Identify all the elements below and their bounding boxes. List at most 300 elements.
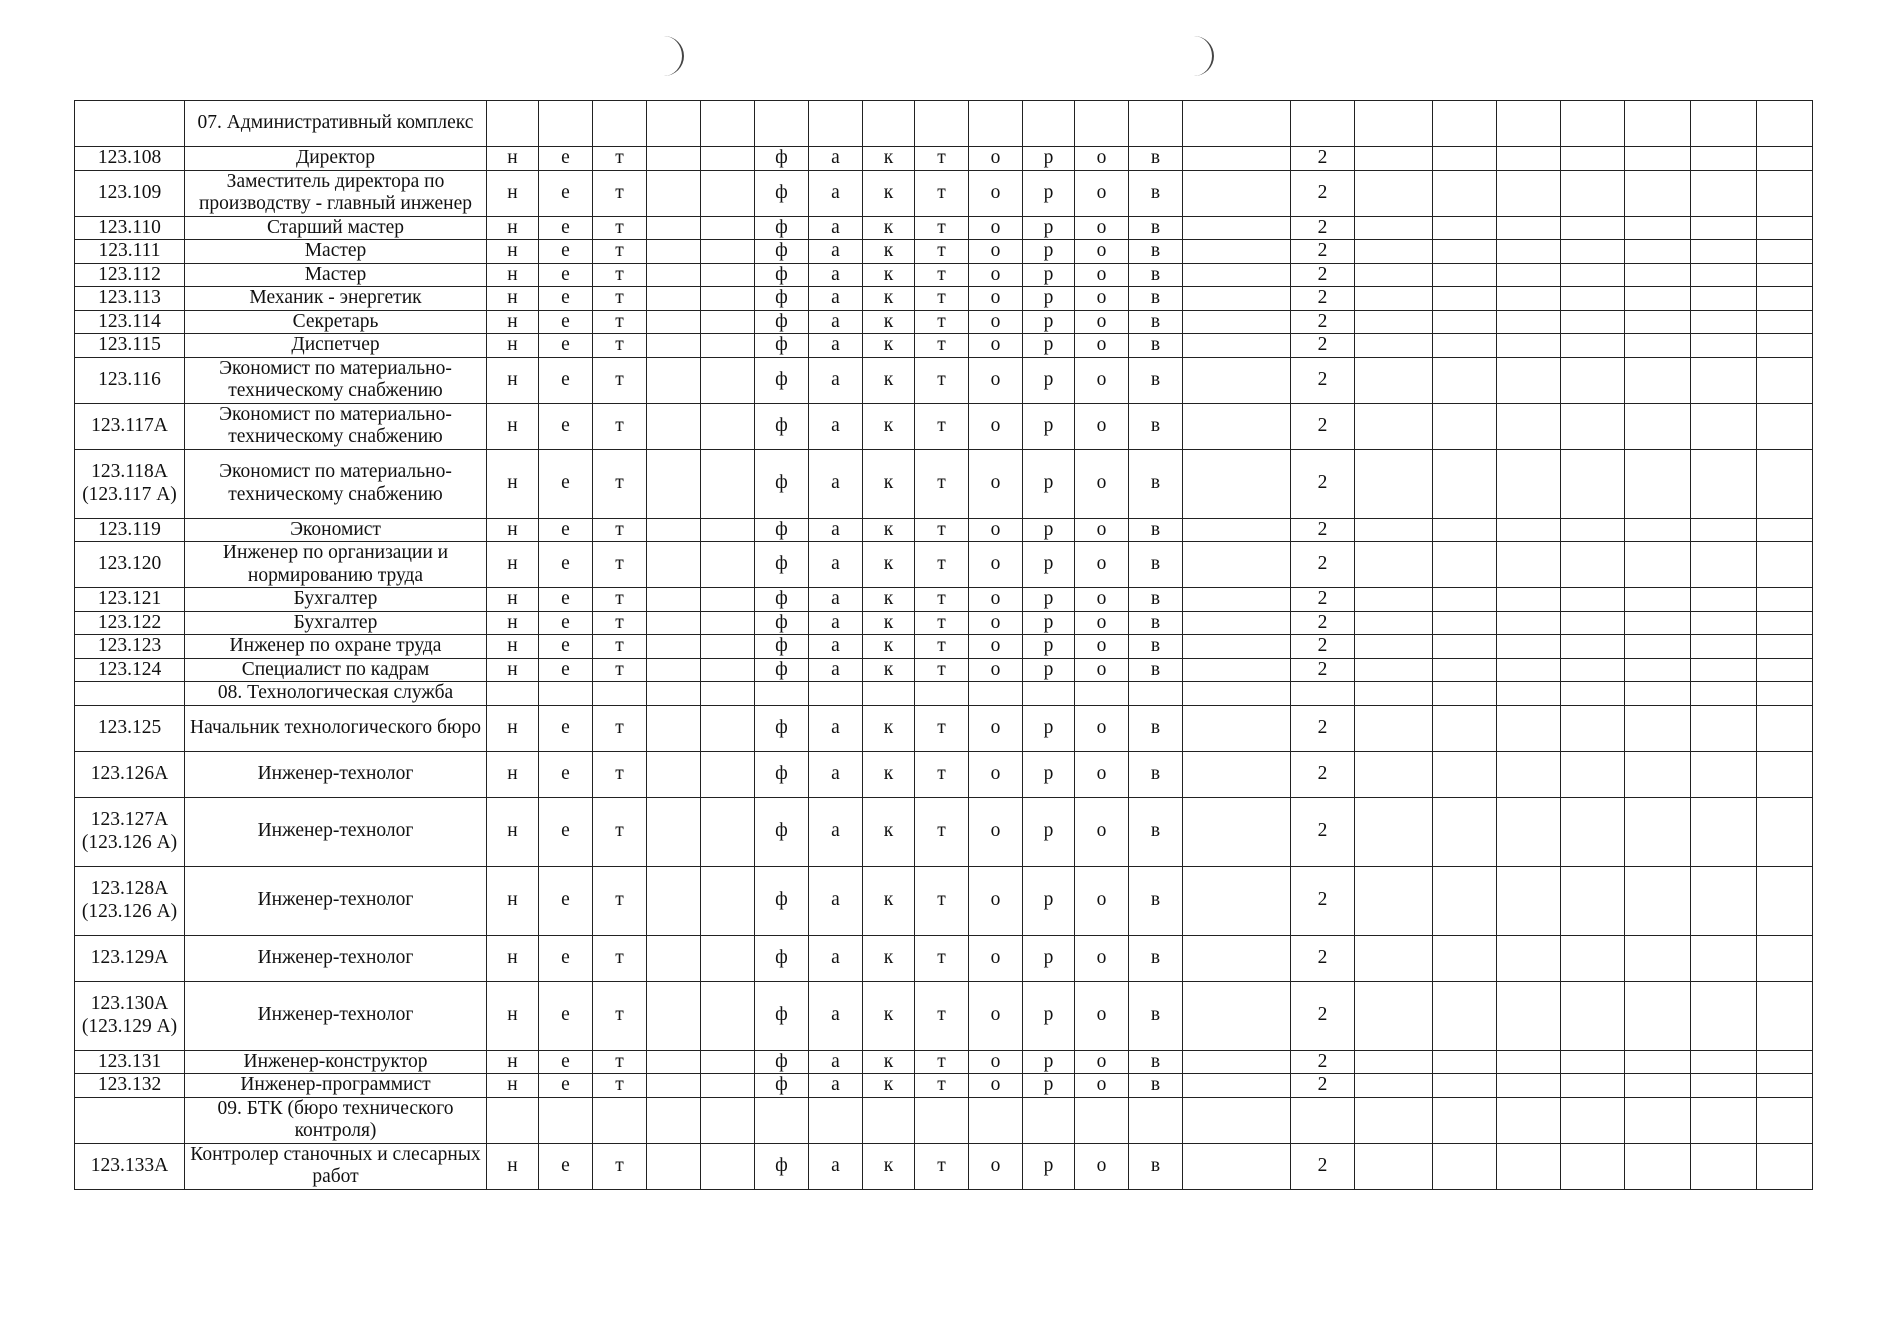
empty-cell	[1691, 334, 1757, 358]
marker-letter: о	[969, 310, 1023, 334]
empty-cell	[1075, 682, 1129, 706]
marker-letter: т	[593, 1143, 647, 1189]
marker-letter: о	[1075, 1050, 1129, 1074]
empty-cell	[1691, 635, 1757, 659]
empty-cell	[1433, 403, 1497, 449]
empty-cell	[1561, 518, 1625, 542]
empty-cell	[1183, 1143, 1291, 1189]
empty-cell	[1497, 147, 1561, 171]
marker-letter: е	[539, 635, 593, 659]
empty-cell	[1355, 705, 1433, 751]
marker-letter: о	[1075, 403, 1129, 449]
marker-letter: т	[915, 797, 969, 866]
empty-cell	[647, 981, 701, 1050]
empty-cell	[1355, 263, 1433, 287]
marker-letter: ф	[755, 403, 809, 449]
workplace-assessment-table	[74, 100, 1813, 1190]
empty-cell	[1355, 1074, 1433, 1098]
empty-cell	[969, 682, 1023, 706]
marker-letter: т	[593, 935, 647, 981]
marker-letter: ф	[755, 635, 809, 659]
empty-cell	[1497, 518, 1561, 542]
empty-cell	[1433, 588, 1497, 612]
empty-cell	[1625, 658, 1691, 682]
marker-letter: в	[1129, 403, 1183, 449]
job-title: Инженер-технолог	[185, 797, 487, 866]
marker-letter: т	[915, 357, 969, 403]
empty-cell	[1291, 101, 1355, 147]
empty-cell	[647, 334, 701, 358]
empty-cell	[1497, 310, 1561, 334]
empty-cell	[1691, 357, 1757, 403]
marker-letter: н	[487, 981, 539, 1050]
empty-cell	[1355, 240, 1433, 264]
marker-letter: а	[809, 449, 863, 518]
marker-letter: р	[1023, 635, 1075, 659]
marker-letter: а	[809, 216, 863, 240]
empty-cell	[701, 682, 755, 706]
empty-cell	[1355, 310, 1433, 334]
empty-cell	[1625, 635, 1691, 659]
empty-cell	[1757, 866, 1813, 935]
empty-cell	[1497, 682, 1561, 706]
marker-letter: т	[593, 1074, 647, 1098]
empty-cell	[1625, 751, 1691, 797]
empty-cell	[647, 518, 701, 542]
empty-cell	[755, 1097, 809, 1143]
marker-letter: о	[1075, 611, 1129, 635]
empty-cell	[1691, 170, 1757, 216]
marker-letter: е	[539, 310, 593, 334]
empty-cell	[1433, 240, 1497, 264]
empty-cell	[1497, 449, 1561, 518]
empty-cell	[647, 866, 701, 935]
empty-cell	[1561, 542, 1625, 588]
marker-letter: в	[1129, 1074, 1183, 1098]
job-title: Инженер-технолог	[185, 751, 487, 797]
marker-letter: о	[1075, 542, 1129, 588]
marker-letter: н	[487, 751, 539, 797]
table-row	[75, 263, 1813, 287]
empty-cell	[1183, 1097, 1291, 1143]
job-title: Механик - энергетик	[185, 287, 487, 311]
empty-cell	[1433, 334, 1497, 358]
empty-cell	[701, 147, 755, 171]
marker-letter: а	[809, 542, 863, 588]
empty-cell	[1561, 101, 1625, 147]
empty-cell	[1433, 935, 1497, 981]
empty-cell	[1497, 635, 1561, 659]
marker-letter: р	[1023, 935, 1075, 981]
marker-letter: н	[487, 449, 539, 518]
empty-cell	[1691, 101, 1757, 147]
marker-letter: р	[1023, 658, 1075, 682]
empty-cell	[1433, 981, 1497, 1050]
marker-letter: о	[1075, 751, 1129, 797]
row-code: 123.123	[75, 635, 185, 659]
empty-cell	[701, 935, 755, 981]
empty-cell	[1355, 866, 1433, 935]
marker-letter: к	[863, 310, 915, 334]
marker-letter: к	[863, 635, 915, 659]
marker-letter: т	[593, 170, 647, 216]
empty-cell	[1757, 1143, 1813, 1189]
table-row	[75, 658, 1813, 682]
empty-cell	[1757, 310, 1813, 334]
marker-letter: к	[863, 705, 915, 751]
marker-letter: а	[809, 611, 863, 635]
marker-letter: т	[593, 334, 647, 358]
job-title: Инженер-технолог	[185, 935, 487, 981]
marker-letter: о	[969, 635, 1023, 659]
marker-letter: о	[1075, 1143, 1129, 1189]
marker-letter: о	[1075, 147, 1129, 171]
empty-cell	[1691, 449, 1757, 518]
class-value: 2	[1291, 588, 1355, 612]
marker-letter: т	[915, 1074, 969, 1098]
empty-cell	[1183, 935, 1291, 981]
empty-cell	[647, 216, 701, 240]
marker-letter: т	[915, 518, 969, 542]
class-value: 2	[1291, 797, 1355, 866]
marker-letter: а	[809, 240, 863, 264]
class-value: 2	[1291, 310, 1355, 334]
empty-cell	[1691, 866, 1757, 935]
empty-cell	[1183, 240, 1291, 264]
empty-cell	[1183, 542, 1291, 588]
empty-cell	[1757, 216, 1813, 240]
table-row	[75, 705, 1813, 751]
row-code: 123.114	[75, 310, 185, 334]
marker-letter: а	[809, 1050, 863, 1074]
empty-cell	[1757, 240, 1813, 264]
empty-cell	[1691, 1074, 1757, 1098]
marker-letter: р	[1023, 449, 1075, 518]
empty-cell	[1757, 611, 1813, 635]
empty-cell	[1561, 449, 1625, 518]
marker-letter: к	[863, 216, 915, 240]
table-row	[75, 866, 1813, 935]
empty-cell	[647, 542, 701, 588]
empty-cell	[701, 240, 755, 264]
empty-cell	[647, 1097, 701, 1143]
empty-cell	[1291, 682, 1355, 706]
empty-cell	[647, 310, 701, 334]
empty-cell	[1561, 705, 1625, 751]
empty-cell	[1561, 751, 1625, 797]
marker-letter: т	[593, 751, 647, 797]
empty-cell	[1625, 981, 1691, 1050]
marker-letter: т	[915, 334, 969, 358]
marker-letter: е	[539, 611, 593, 635]
empty-cell	[1561, 263, 1625, 287]
marker-letter: н	[487, 1050, 539, 1074]
empty-cell	[1497, 216, 1561, 240]
marker-letter: о	[969, 518, 1023, 542]
marker-letter: в	[1129, 518, 1183, 542]
row-code: 123.131	[75, 1050, 185, 1074]
marker-letter: в	[1129, 263, 1183, 287]
marker-letter: р	[1023, 287, 1075, 311]
marker-letter: к	[863, 518, 915, 542]
empty-cell	[1355, 1050, 1433, 1074]
marker-letter: в	[1129, 635, 1183, 659]
marker-letter: е	[539, 240, 593, 264]
empty-cell	[1497, 403, 1561, 449]
table-row	[75, 147, 1813, 171]
job-title: Директор	[185, 147, 487, 171]
marker-letter: в	[1129, 751, 1183, 797]
marker-letter: ф	[755, 147, 809, 171]
class-value: 2	[1291, 1143, 1355, 1189]
empty-cell	[1355, 357, 1433, 403]
empty-cell	[1691, 588, 1757, 612]
empty-cell	[1561, 403, 1625, 449]
table-row	[75, 216, 1813, 240]
empty-cell	[1625, 542, 1691, 588]
empty-cell	[863, 1097, 915, 1143]
empty-cell	[1433, 751, 1497, 797]
empty-cell	[1433, 611, 1497, 635]
marker-letter: о	[1075, 449, 1129, 518]
marker-letter: т	[915, 981, 969, 1050]
marker-letter: о	[1075, 797, 1129, 866]
marker-letter: ф	[755, 981, 809, 1050]
empty-cell	[1497, 751, 1561, 797]
empty-cell	[701, 287, 755, 311]
marker-letter: т	[593, 518, 647, 542]
empty-cell	[1757, 935, 1813, 981]
empty-cell	[1433, 357, 1497, 403]
empty-cell	[1355, 981, 1433, 1050]
empty-cell	[1355, 334, 1433, 358]
marker-letter: к	[863, 357, 915, 403]
empty-cell	[701, 1097, 755, 1143]
empty-cell	[1497, 101, 1561, 147]
empty-cell	[755, 101, 809, 147]
empty-cell	[1561, 682, 1625, 706]
table-row	[75, 981, 1813, 1050]
empty-cell	[1433, 866, 1497, 935]
empty-cell	[1625, 797, 1691, 866]
marker-letter: е	[539, 147, 593, 171]
marker-letter: т	[593, 866, 647, 935]
empty-cell	[1183, 588, 1291, 612]
row-code: 123.113	[75, 287, 185, 311]
marker-letter: т	[915, 263, 969, 287]
marker-letter: ф	[755, 1074, 809, 1098]
empty-cell	[1023, 1097, 1075, 1143]
class-value: 2	[1291, 635, 1355, 659]
empty-cell	[1625, 935, 1691, 981]
marker-letter: т	[593, 981, 647, 1050]
empty-cell	[969, 1097, 1023, 1143]
table-row	[75, 588, 1813, 612]
empty-cell	[1691, 935, 1757, 981]
marker-letter: в	[1129, 147, 1183, 171]
empty-cell	[1497, 797, 1561, 866]
class-value: 2	[1291, 935, 1355, 981]
marker-letter: к	[863, 866, 915, 935]
empty-cell	[1355, 542, 1433, 588]
table-row	[75, 403, 1813, 449]
marker-letter: е	[539, 216, 593, 240]
marker-letter: т	[915, 935, 969, 981]
marker-letter: а	[809, 170, 863, 216]
empty-cell	[1625, 334, 1691, 358]
row-code: 123.132	[75, 1074, 185, 1098]
marker-letter: н	[487, 635, 539, 659]
empty-cell	[1625, 1074, 1691, 1098]
marker-letter: в	[1129, 981, 1183, 1050]
marker-letter: о	[969, 866, 1023, 935]
marker-letter: о	[1075, 216, 1129, 240]
marker-letter: р	[1023, 588, 1075, 612]
row-code: 123.126А	[75, 751, 185, 797]
class-value: 2	[1291, 1074, 1355, 1098]
class-value: 2	[1291, 751, 1355, 797]
marker-letter: ф	[755, 751, 809, 797]
table-body	[75, 101, 1813, 1190]
empty-cell	[863, 101, 915, 147]
marker-letter: в	[1129, 310, 1183, 334]
marker-letter: к	[863, 403, 915, 449]
empty-cell	[1023, 101, 1075, 147]
marker-letter: о	[969, 263, 1023, 287]
job-title: Инженер по охране труда	[185, 635, 487, 659]
empty-cell	[1183, 658, 1291, 682]
empty-cell	[1433, 101, 1497, 147]
marker-letter: к	[863, 797, 915, 866]
empty-cell	[1183, 287, 1291, 311]
marker-letter: т	[593, 403, 647, 449]
empty-cell	[1355, 1143, 1433, 1189]
class-value: 2	[1291, 287, 1355, 311]
marker-letter: а	[809, 403, 863, 449]
marker-letter: к	[863, 1074, 915, 1098]
empty-cell	[1183, 216, 1291, 240]
empty-cell	[1355, 682, 1433, 706]
marker-letter: н	[487, 588, 539, 612]
empty-cell	[1497, 588, 1561, 612]
marker-letter: в	[1129, 216, 1183, 240]
marker-letter: ф	[755, 170, 809, 216]
empty-cell	[1023, 682, 1075, 706]
marker-letter: т	[915, 588, 969, 612]
marker-letter: е	[539, 588, 593, 612]
empty-cell	[1433, 170, 1497, 216]
marker-letter: н	[487, 658, 539, 682]
empty-cell	[647, 658, 701, 682]
marker-letter: а	[809, 658, 863, 682]
empty-cell	[1625, 866, 1691, 935]
marker-letter: в	[1129, 240, 1183, 264]
empty-cell	[701, 705, 755, 751]
job-title: Инженер-конструктор	[185, 1050, 487, 1074]
empty-cell	[1183, 866, 1291, 935]
row-code: 123.108	[75, 147, 185, 171]
marker-letter: н	[487, 263, 539, 287]
row-code: 123.124	[75, 658, 185, 682]
empty-cell	[701, 216, 755, 240]
empty-cell	[1561, 170, 1625, 216]
empty-cell	[647, 705, 701, 751]
empty-cell	[75, 1097, 185, 1143]
empty-cell	[539, 682, 593, 706]
marker-letter: р	[1023, 751, 1075, 797]
empty-cell	[1561, 1143, 1625, 1189]
marker-letter: ф	[755, 611, 809, 635]
marker-letter: в	[1129, 658, 1183, 682]
marker-letter: о	[969, 357, 1023, 403]
marker-letter: н	[487, 518, 539, 542]
marker-letter: о	[969, 287, 1023, 311]
marker-letter: ф	[755, 705, 809, 751]
empty-cell	[701, 518, 755, 542]
marker-letter: т	[593, 240, 647, 264]
marker-letter: о	[969, 240, 1023, 264]
empty-cell	[1625, 310, 1691, 334]
empty-cell	[701, 357, 755, 403]
marker-letter: р	[1023, 866, 1075, 935]
marker-letter: н	[487, 334, 539, 358]
empty-cell	[1625, 1097, 1691, 1143]
marker-letter: о	[969, 403, 1023, 449]
empty-cell	[701, 751, 755, 797]
empty-cell	[1561, 147, 1625, 171]
marker-letter: т	[593, 635, 647, 659]
section-title: 07. Административный комплекс	[185, 101, 487, 147]
marker-letter: а	[809, 287, 863, 311]
empty-cell	[487, 101, 539, 147]
marker-letter: т	[915, 1050, 969, 1074]
empty-cell	[1183, 357, 1291, 403]
empty-cell	[1355, 518, 1433, 542]
empty-cell	[647, 240, 701, 264]
empty-cell	[1497, 170, 1561, 216]
empty-cell	[1433, 147, 1497, 171]
empty-cell	[1355, 147, 1433, 171]
row-code: 123.120	[75, 542, 185, 588]
row-code: 123.128А (123.126 А)	[75, 866, 185, 935]
marker-letter: н	[487, 935, 539, 981]
empty-cell	[647, 1050, 701, 1074]
table-row	[75, 310, 1813, 334]
marker-letter: а	[809, 147, 863, 171]
empty-cell	[1625, 449, 1691, 518]
marker-letter: о	[969, 170, 1023, 216]
job-title: Инженер по организации и нормированию труда	[185, 542, 487, 588]
class-value: 2	[1291, 611, 1355, 635]
empty-cell	[1561, 588, 1625, 612]
empty-cell	[647, 357, 701, 403]
marker-letter: к	[863, 611, 915, 635]
empty-cell	[1757, 797, 1813, 866]
marker-letter: а	[809, 1143, 863, 1189]
empty-cell	[1691, 310, 1757, 334]
marker-letter: е	[539, 935, 593, 981]
empty-cell	[1355, 101, 1433, 147]
job-title: Мастер	[185, 263, 487, 287]
empty-cell	[1183, 518, 1291, 542]
marker-letter: о	[1075, 170, 1129, 216]
empty-cell	[647, 1143, 701, 1189]
empty-cell	[1497, 542, 1561, 588]
empty-cell	[647, 611, 701, 635]
table-row	[75, 1143, 1813, 1189]
marker-letter: в	[1129, 334, 1183, 358]
empty-cell	[1757, 1050, 1813, 1074]
